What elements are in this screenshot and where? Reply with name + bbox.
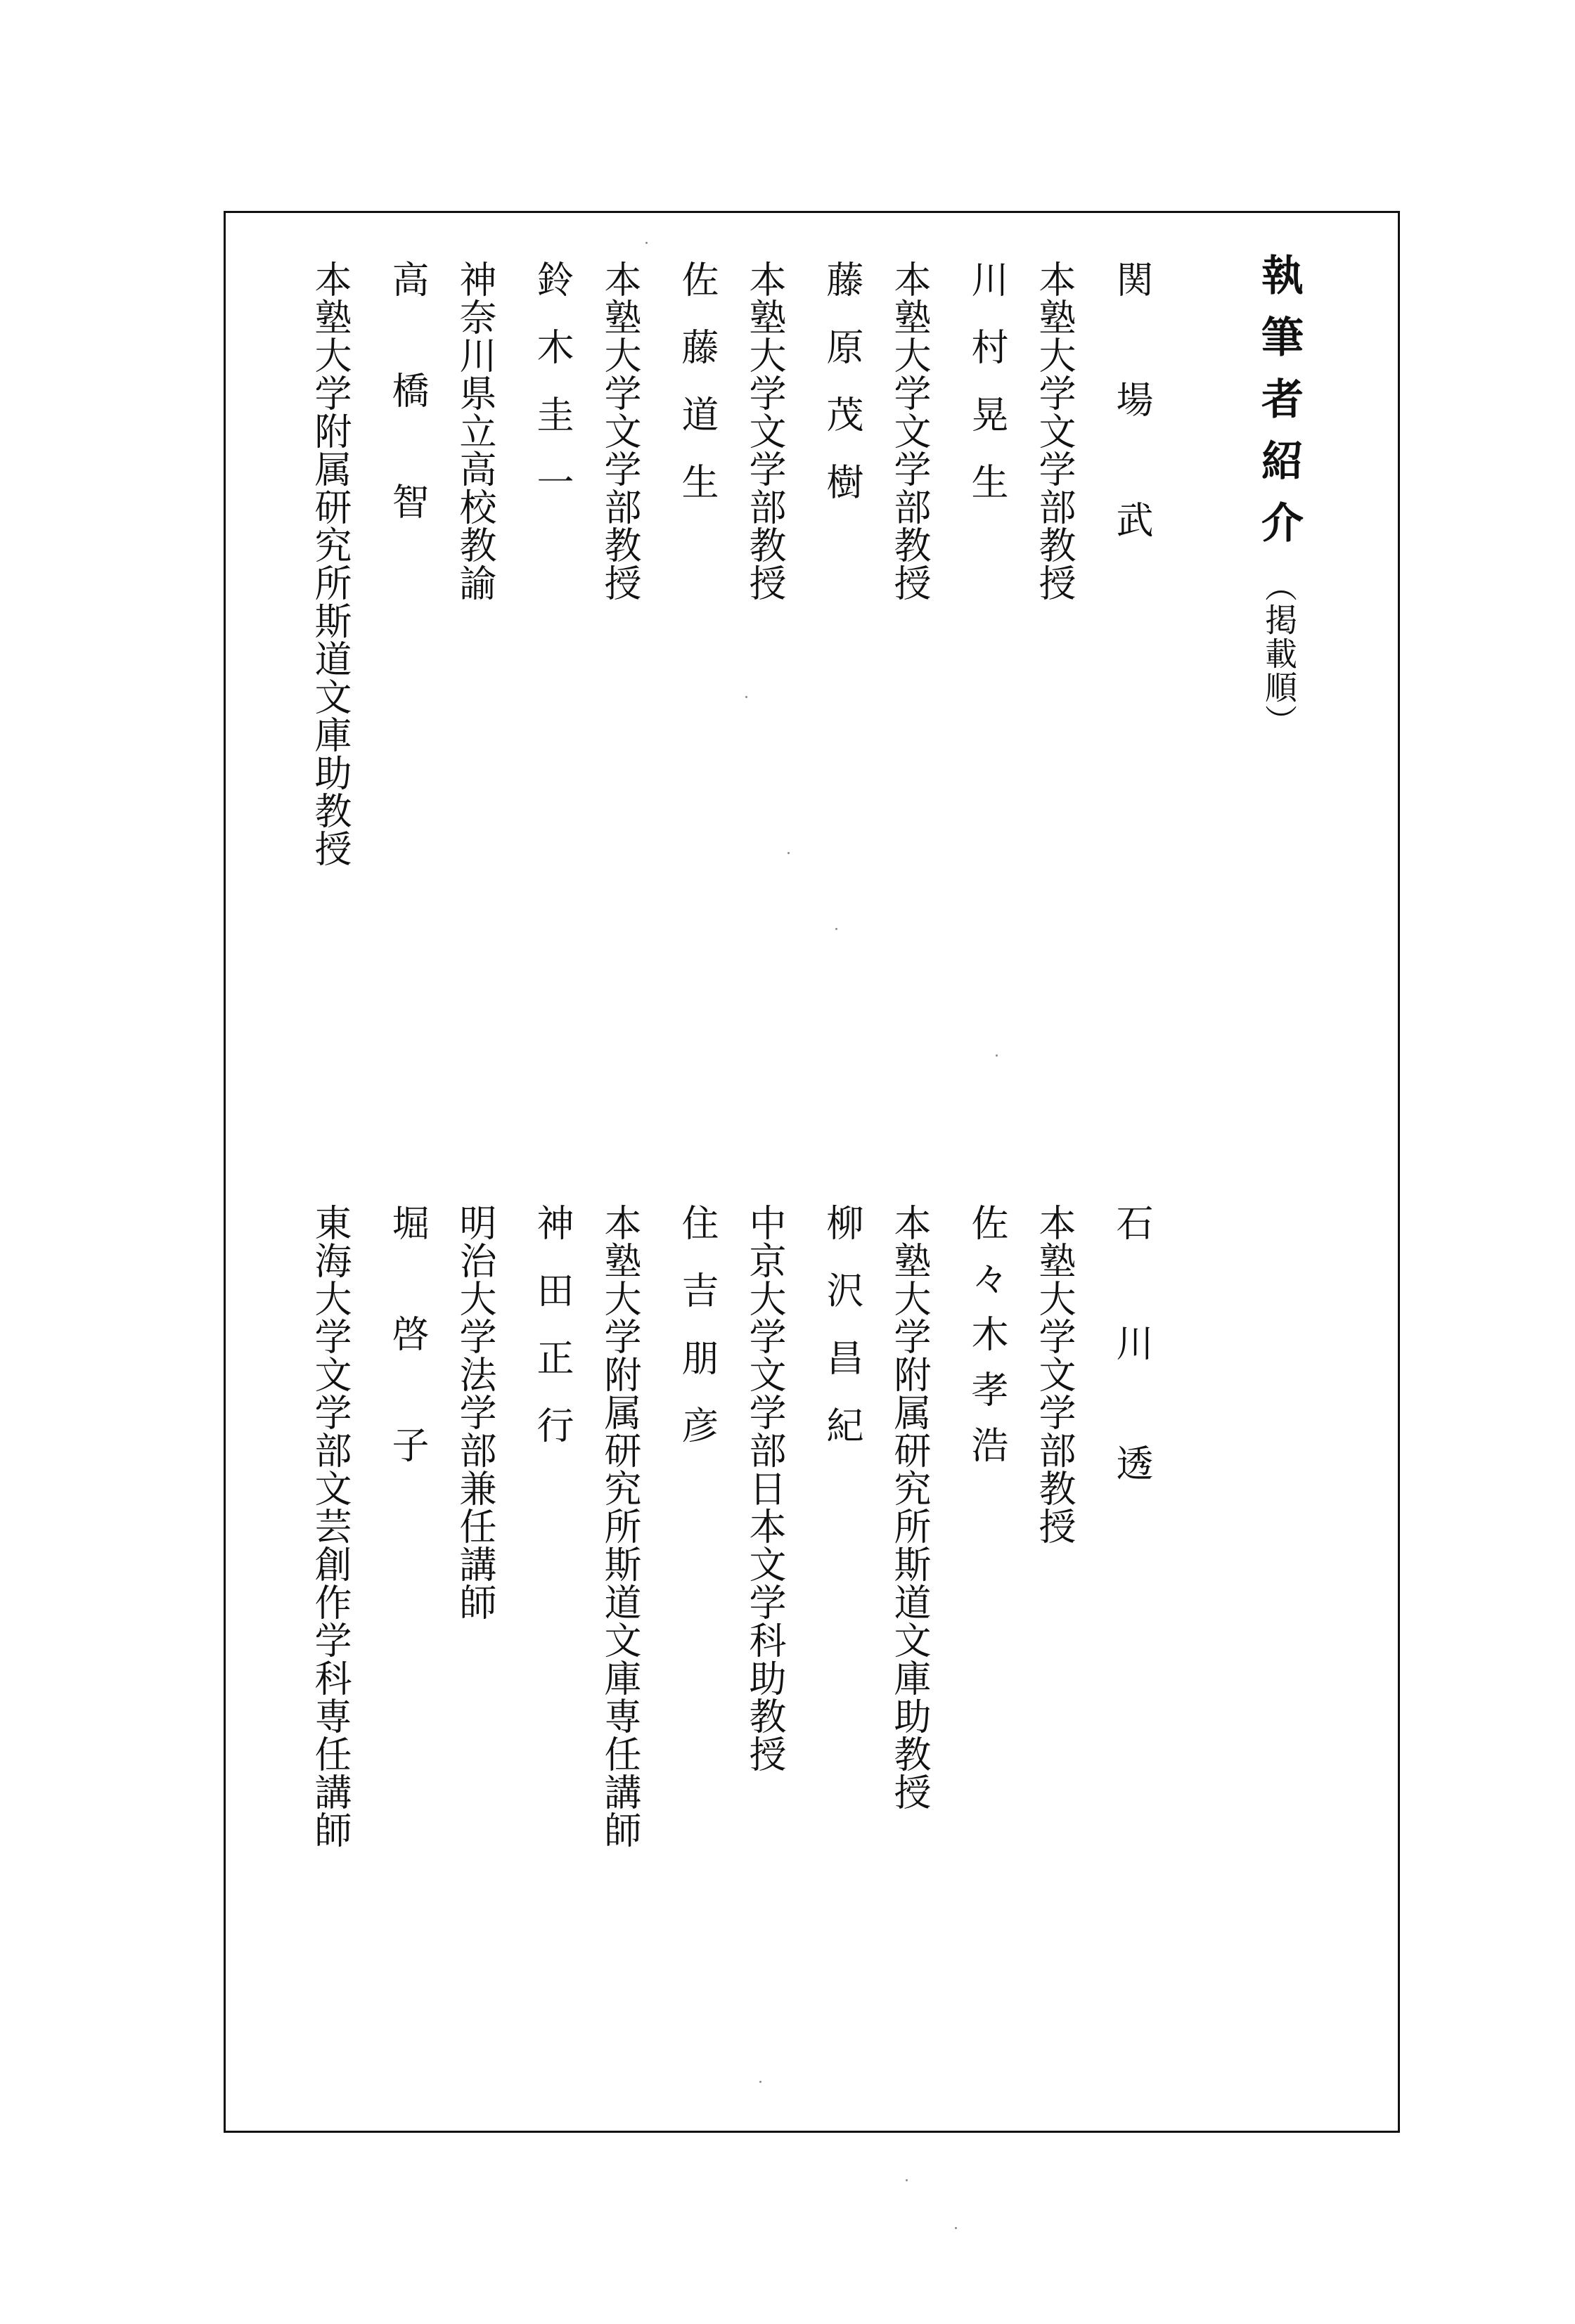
author-entry: [598, 260, 735, 602]
author-affiliation: 本塾大学附属研究所斯道文庫専任講師: [598, 1203, 641, 1849]
scan-speck: [996, 1054, 998, 1057]
author-name: 柳沢昌紀: [821, 1203, 863, 1473]
heading-title: 執筆者紹介: [1254, 253, 1304, 562]
author-name: 佐々木孝浩: [965, 1203, 1008, 1481]
author-name: 石川透: [1110, 1203, 1153, 1564]
author-entry: [598, 1203, 735, 1849]
scan-speck: [645, 242, 648, 244]
author-entry: [1033, 1203, 1170, 1564]
author-affiliation: 本塾大学文学部教授: [888, 260, 931, 602]
author-entry: [1033, 260, 1170, 621]
scan-speck: [906, 2179, 908, 2181]
author-affiliation: 本塾大学附属研究所斯道文庫助教授: [888, 1203, 931, 1811]
author-name: 川村晃生: [965, 260, 1008, 530]
author-entry: [309, 260, 446, 867]
author-affiliation: 中京大学文学部日本文学科助教授: [743, 1203, 786, 1773]
author-name: 高橋智: [386, 260, 429, 593]
scan-speck: [745, 696, 747, 698]
author-entry: [888, 260, 1025, 602]
scan-speck: [759, 2081, 761, 2083]
author-entry: [743, 260, 880, 602]
author-name: 堀啓子: [386, 1203, 429, 1537]
author-affiliation: 神奈川県立高校教諭: [454, 260, 496, 602]
author-affiliation: 本塾大学文学部教授: [598, 260, 641, 602]
scan-speck: [788, 852, 790, 854]
author-name: 住吉朋彦: [676, 1203, 719, 1473]
author-affiliation: 本塾大学文学部教授: [1033, 260, 1076, 602]
author-entry: [454, 1203, 591, 1621]
scan-speck: [955, 2227, 957, 2229]
author-affiliation: 東海大学文学部文芸創作学科専任講師: [309, 1203, 352, 1849]
author-affiliation: 明治大学法学部兼任講師: [454, 1203, 496, 1621]
author-entry: [454, 260, 591, 602]
heading-note: （掲載順）: [1260, 569, 1298, 738]
author-name: 佐藤道生: [676, 260, 719, 530]
page-heading: [1240, 253, 1318, 738]
author-entry: [309, 1203, 446, 1849]
author-name: 鈴木圭一: [531, 260, 574, 530]
author-name: 関場武: [1110, 260, 1153, 621]
author-entry: [888, 1203, 1025, 1811]
author-affiliation: 本塾大学文学部教授: [1033, 1203, 1076, 1545]
author-affiliation: 本塾大学文学部教授: [743, 260, 786, 602]
scan-speck: [835, 928, 837, 930]
author-entry: [743, 1203, 880, 1773]
author-name: 藤原茂樹: [821, 260, 863, 530]
author-name: 神田正行: [531, 1203, 574, 1473]
author-affiliation: 本塾大学附属研究所斯道文庫助教授: [309, 260, 352, 867]
